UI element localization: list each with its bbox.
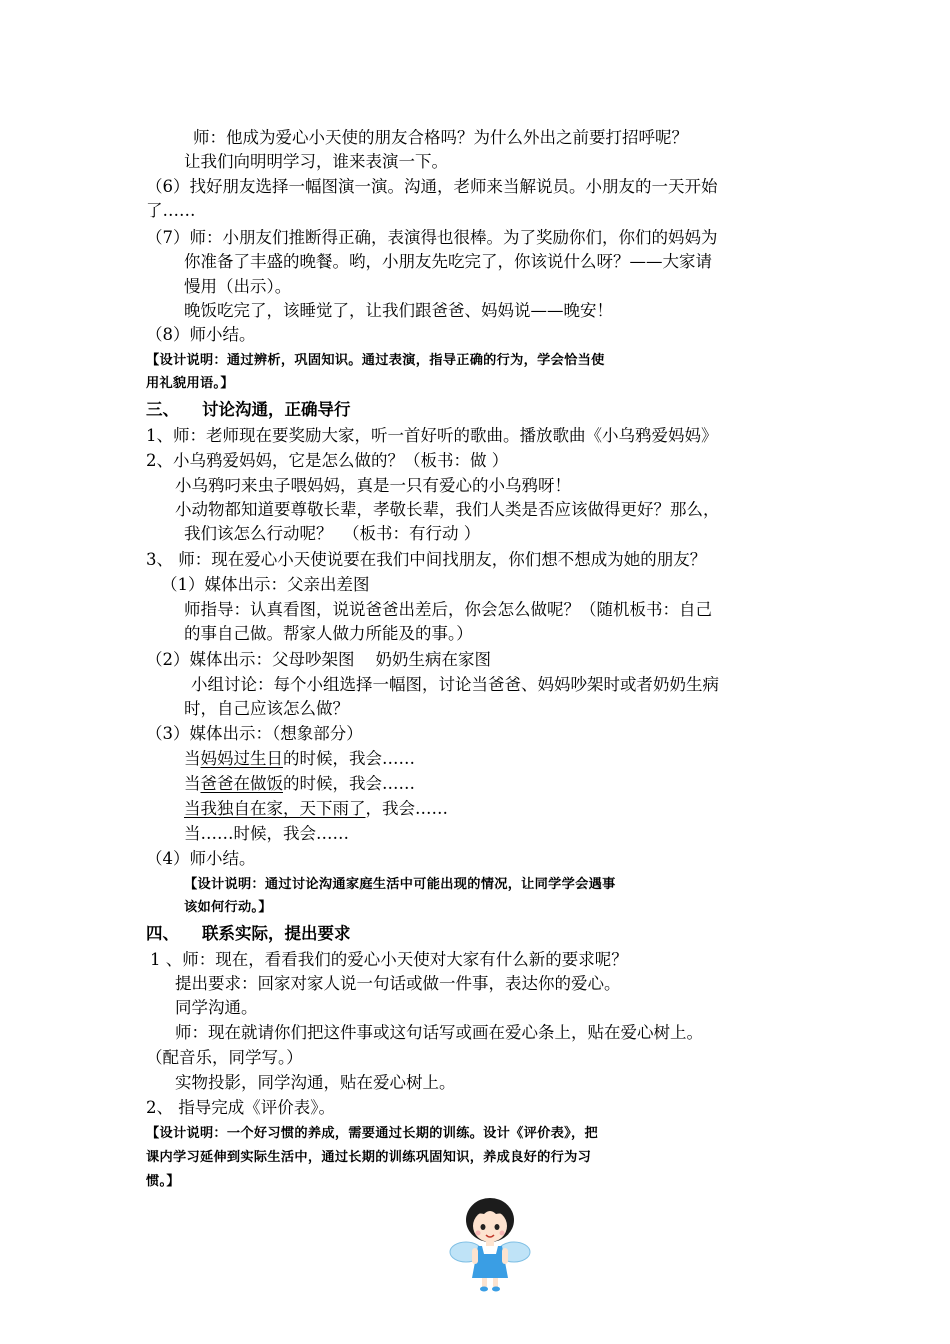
text-line: 当爸爸在做饭的时候，我会……	[184, 774, 415, 793]
text-line: 2、 指导完成《评价表》。	[146, 1098, 335, 1117]
text-line: 2、小乌鸦爱妈妈，它是怎么做的？（板书：做 ）	[146, 451, 509, 470]
text-line: 你准备了丰盛的晚餐。哟，小朋友先吃完了，你该说什么呀？——大家请	[184, 252, 712, 271]
text-line: 1、师：老师现在要奖励大家，听一首好听的歌曲。播放歌曲《小乌鸦爱妈妈》	[146, 426, 718, 445]
design-note: 【设计说明：通过辨析，巩固知识。通过表演，指导正确的行为，学会恰当使	[146, 353, 605, 368]
text-line: （7）师：小朋友们推断得正确，表演得也很棒。为了奖励你们，你们的妈妈为	[146, 228, 718, 247]
text-line: 小动物都知道要尊敬长辈，孝敬长辈，我们人类是否应该做得更好？那么，	[175, 500, 720, 519]
design-note: 课内学习延伸到实际生活中，通过长期的训练巩固知识，养成良好的行为习	[146, 1150, 592, 1165]
text-line: （3）媒体出示：（想象部分）	[146, 724, 363, 743]
section-heading-3: 三、 讨论沟通，正确导行	[146, 400, 351, 419]
text-line: 师指导：认真看图，说说爸爸出差后，你会怎么做呢？（随机板书：自己	[184, 600, 712, 619]
section-heading-4: 四、 联系实际，提出要求	[146, 924, 351, 943]
design-note: 用礼貌用语。】	[146, 376, 234, 391]
text-line: 师：他成为爱心小天使的朋友合格吗？为什么外出之前要打招呼呢？	[193, 128, 688, 147]
text-line: 3、 师：现在爱心小天使说要在我们中间找朋友，你们想不想成为她的朋友？	[146, 550, 707, 569]
text-line: 慢用（出示）。	[184, 277, 292, 296]
text-line: （8）师小结。	[146, 325, 256, 344]
text-line: 小组讨论：每个小组选择一幅图，讨论当爸爸、妈妈吵架时或者奶奶生病	[191, 675, 719, 694]
text-line: 当妈妈过生日的时候，我会……	[184, 749, 415, 768]
text-line: 实物投影，同学沟通，贴在爱心树上。	[175, 1073, 456, 1092]
text-line: 1 、师：现在，看看我们的爱心小天使对大家有什么新的要求呢？	[150, 950, 628, 969]
text-line: （1）媒体出示：父亲出差图	[161, 575, 370, 594]
design-note: 【设计说明：一个好习惯的养成，需要通过长期的训练。设计《评价表》，把	[146, 1126, 598, 1141]
text-line: 让我们向明明学习，谁来表演一下。	[184, 152, 448, 171]
angel-girl-illustration	[448, 1194, 532, 1292]
text-line: （6）找好朋友选择一幅图演一演。沟通，老师来当解说员。小朋友的一天开始	[146, 177, 718, 196]
text-line: 了……	[146, 201, 196, 220]
underlined-phrase: 当我独自在家，天下雨了	[184, 799, 366, 818]
design-note: 该如何行动。】	[184, 900, 272, 915]
text-line: （4）师小结。	[146, 849, 256, 868]
text-line: （配音乐，同学写。）	[146, 1048, 303, 1067]
text-line: 晚饭吃完了，该睡觉了，让我们跟爸爸、妈妈说——晚安！	[184, 301, 613, 320]
text-line: 当……时候，我会……	[184, 824, 349, 843]
design-note: 惯。】	[146, 1174, 180, 1189]
text-line: 时，自己应该怎么做？	[184, 699, 349, 718]
text-line: 同学沟通。	[175, 998, 258, 1017]
text-line: 我们该怎么行动呢？ （板书：有行动 ）	[184, 524, 481, 543]
text-line: 当我独自在家，天下雨了，我会……	[184, 799, 448, 818]
text-line: 提出要求：回家对家人说一句话或做一件事，表达你的爱心。	[175, 974, 621, 993]
underlined-phrase: 妈妈过生日	[200, 749, 283, 768]
text-line: 师：现在就请你们把这件事或这句话写或画在爱心条上，贴在爱心树上。	[175, 1023, 703, 1042]
text-line: 小乌鸦叼来虫子喂妈妈，真是一只有爱心的小乌鸦呀！	[175, 476, 571, 495]
underlined-phrase: 爸爸在做饭	[200, 774, 283, 793]
text-line: 的事自己做。帮家人做力所能及的事。）	[184, 624, 473, 643]
text-line: （2）媒体出示：父母吵架图 奶奶生病在家图	[146, 650, 491, 669]
design-note: 【设计说明：通过讨论沟通家庭生活中可能出现的情况，让同学学会遇事	[184, 877, 616, 892]
